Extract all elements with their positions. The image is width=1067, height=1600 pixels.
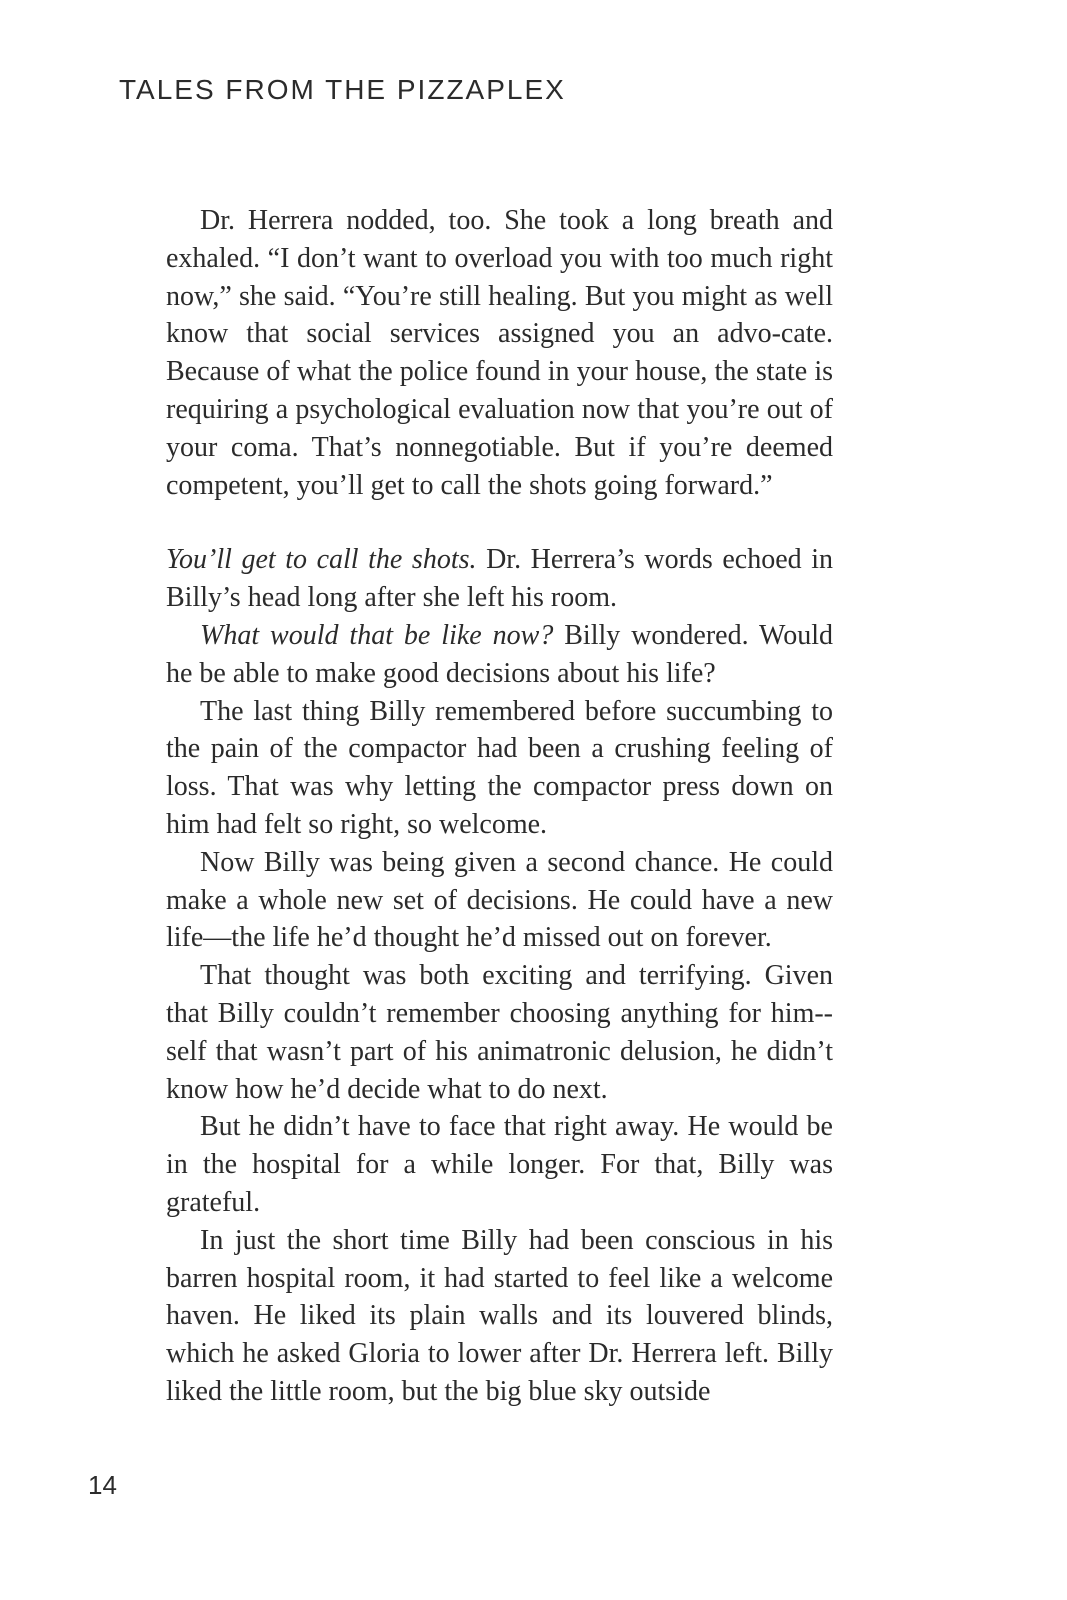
paragraph: Now Billy was being given a second chance. He could make a whole new set of decisions. He could have a new life—the life he’d thought he’d missed out on forever.: [166, 846, 833, 954]
body-text: [166, 202, 833, 1411]
italic-phrase: What would that be like now?: [200, 619, 554, 651]
running-head: TALES FROM THE PIZZAPLEX: [119, 74, 566, 105]
paragraph: [166, 541, 833, 617]
paragraph: Dr. Herrera nodded, too. She took a long breath and exhaled. “I don’t want to overload you with too much right now,” she said. “You’re still healing. But you might as well know that social services assigned you an advo-cate. Because of what the police found in your house, the state is requiring a psychological evaluation now that you’re out of your coma. That’s nonnegotiable. But if you’re deemed competent, you’ll get to call the shots going forward.”: [166, 205, 833, 501]
paragraph: [166, 617, 833, 693]
paragraph-text: Dr. Herrera’s words echoed in Billy’s head long after she left his room.: [166, 544, 834, 614]
paragraph: That thought was both exciting and terrifying. Given that Billy couldn’t remember choosing anything for him-self that wasn’t part of his animatronic delusion, he didn’t know how he’d decide what to do next.: [166, 960, 833, 1105]
italic-phrase: You’ll get to call the shots.: [166, 544, 477, 576]
page-number: 14: [88, 1470, 117, 1500]
paragraph: The last thing Billy remembered before succumbing to the pain of the compactor had been a crushing feeling of loss. That was why letting the compactor press down on him had felt so right, so welcome.: [166, 695, 833, 840]
paragraph-text: Billy wondered. Would he be able to make good decisions about his life?: [166, 619, 833, 689]
paragraph: In just the short time Billy had been conscious in his barren hospital room, it had started to feel like a welcome haven. He liked its plain walls and its louvered blinds, which he asked Gloria to lower after Dr. Herrera left. Billy liked the little room, but the big blue sky outside: [166, 1224, 833, 1407]
paragraph: But he didn’t have to face that right away. He would be in the hospital for a while longer. For that, Billy was grateful.: [166, 1111, 833, 1218]
